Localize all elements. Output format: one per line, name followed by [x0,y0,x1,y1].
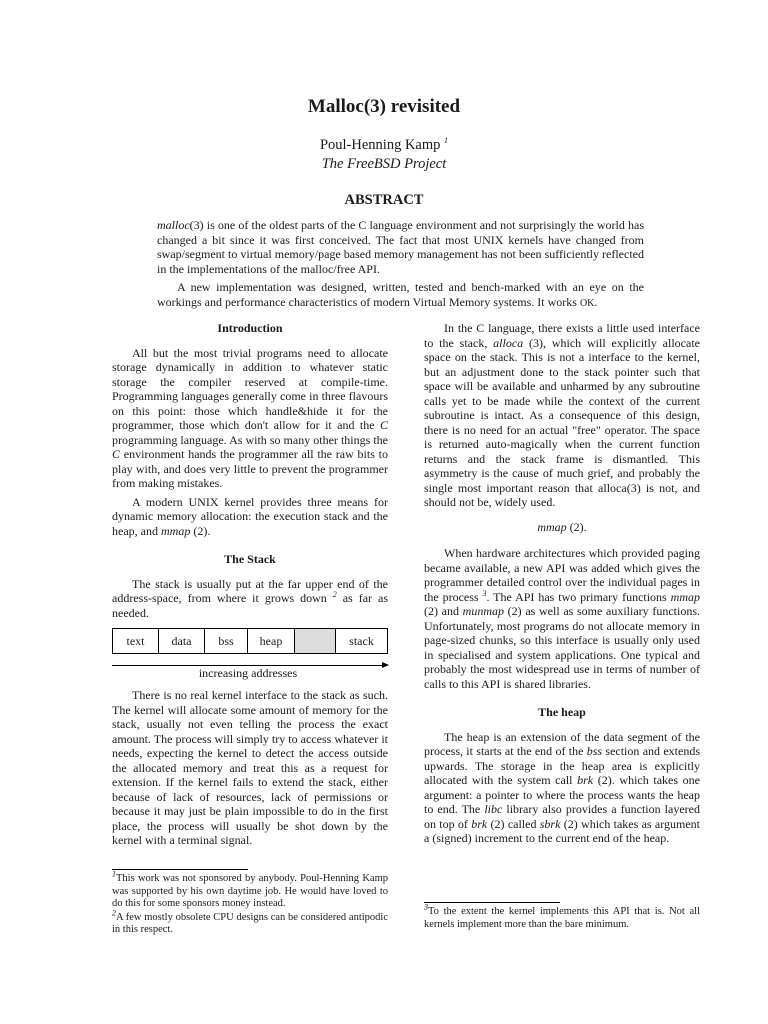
mmap-paragraph [424,546,700,691]
section-heading-introduction: Introduction [217,321,283,335]
left-column [112,321,388,852]
body-text: The stack is usually put at the far upper end of the address-space, from where it grows down [112,576,388,605]
intro-paragraph-1 [112,346,388,491]
footnote-rule [112,869,248,870]
body-text: The heap is an extension of the data segment of the process, it starts at the end of the [424,729,700,758]
footnote-text: A few mostly obsolete CPU designs can be considered antipodic in this respect. [112,911,388,935]
footnotes-left [112,869,388,938]
footnote-text: To the extent the kernel implements this API that is. Not all kernels implement more than the bare minimum. [424,906,700,930]
abstract-heading: ABSTRACT [344,192,424,208]
section-heading-stack: The Stack [224,552,276,566]
footnote-rule [424,902,560,903]
body-text: (2). [190,523,211,538]
segment-text: text [113,629,159,653]
function-name: brk [471,816,488,831]
footnote-number: 1 [112,869,116,879]
body-text: (2) which takes as argument a (signed) increment to the current end of the heap. [424,816,700,845]
footnote-number: 2 [112,908,116,917]
organization: The FreeBSD Project [321,156,447,172]
footnote-marker: 3 [482,588,487,598]
right-column [424,321,700,850]
function-name: alloca [493,335,524,350]
segment-bss: bss [205,629,248,653]
abstract-body [157,218,644,315]
body-text: (2) called [487,816,540,831]
heap-paragraph [424,730,700,846]
address-space-diagram [112,628,388,680]
abstract-paragraph [157,280,644,311]
body-text: section and extends upwards. The storage in the heap area is explicitly allocated with the system call [424,744,700,787]
segment-stack: stack [349,634,374,648]
ok-smallcaps: OK [579,297,595,309]
footnote-marker: 1 [444,136,449,146]
body-text: When hardware architectures which provided paging became available, a new API was added which gives the programmer detailed control over the individual pages in the process [424,546,700,604]
footnote-text: This work was not sponsored by anybody. Poul-Henning Kamp was supported by his own daytime job. He would have loved to do this for some sponsors money instead. [112,873,388,909]
function-name: sbrk [539,816,561,831]
axis-label: increasing addresses [198,666,298,680]
segment-free-gap [295,629,336,653]
function-name: mmap [537,519,567,534]
footnote-number: 3 [424,902,428,912]
body-text: environment hands the programmer all the raw bits to play with, and does very little to prevent the programmer from making mistakes. [112,447,388,490]
abstract-text: (3) is one of the oldest parts of the C language environment and not surprisingly the world has changed a bit since it was first conceived. The fact that most UNIX kernels have changed from swap/segment to virtual memory/page based memory management has not been sufficiently reflected in the implementations of the malloc/free API. [157,218,644,276]
function-name: mmap [670,589,700,604]
segment-data: data [159,629,205,653]
body-text: (2) and [424,604,463,618]
body-text: A modern UNIX kernel provides three means for dynamic memory allocation: the execution stack and the heap, and [112,494,388,538]
body-text: In the C language, there exists a little used interface to the stack, [424,321,700,350]
body-text: All but the most trivial programs need to allocate storage dynamically in addition to whatever static storage the compiler reserved at compile-time. Programming languages generally come in three flavours on this point: those which handle&hide it for the programmer, those which don't allow for it and the [112,345,388,432]
section-heading-heap: The heap [538,705,586,719]
footnote-1 [112,869,388,911]
function-name: mmap [160,523,191,538]
body-text: as far as needed. [112,591,388,620]
lang-name: C [379,418,388,432]
abstract-text: . [594,294,598,309]
function-name: malloc [157,218,190,232]
lang-name: C [112,447,121,461]
author-name: Poul-Henning Kamp [319,137,441,153]
segment-heap: heap [248,629,295,653]
section-name: bss [586,744,603,758]
abstract-paragraph [157,218,644,276]
body-text: library also provides a function layered on top of [424,802,700,831]
intro-paragraph-2 [112,495,388,539]
footnote-3 [424,902,700,931]
paper-title: Malloc(3) revisited [307,96,461,117]
body-text: . The API has two primary functions [486,589,671,604]
section-heading-mmap [424,520,700,535]
body-text: (3), which will explicitly allocate space on the stack. This is not a interface to the kernel, but an adjustment done to the stack pointer such that space will be available and unharmed by any subroutine calls yet to be made while the context of the current subroutine is intact. As a consequence of this design, there is no need for an actual "free" operator. The space is returned auto-magically when the current function returns and the stack frame is dismantled. This asymmetry is the cause of much grief, and probably the single most important reason that alloca(3) is not, and should not be, widely used. [424,335,700,509]
heading-text: (2). [566,519,587,534]
body-text: programming language. As with so many other things the [112,432,388,447]
stack-paragraph-1 [112,577,388,621]
function-name: brk [577,773,594,787]
footnotes-right [424,902,700,932]
author-line [0,137,768,154]
stack-paragraph-2: There is no real kernel interface to the stack as such. The kernel will allocate some amount of memory for the stack, usually not even telling the process the exact amount. The process will simply try to access whatever it needs, expecting the kernel to detect the access outside the allocated memory and treat this as a request for extension. If the kernel fails to extend the stack, either because of lack of resources, lack of permissions or because it may just be plain impossible to do in the first place, the process will usually be shot down by the kernel with a terminal signal. [112,688,388,847]
footnote-marker: 2 [332,590,337,599]
body-text: (2) as well as some auxiliary functions. Unfortunately, most programs do not allocate memory in page-sized chunks, so this interface is usually only used in specialised and system applications. One typical and probably the most widespread use in terms of number of calls to this API is shared libraries. [424,604,700,691]
library-name: libc [484,802,503,816]
alloca-paragraph [424,321,700,510]
body-text: (2). which takes one argument: a pointer to where the process wants the heap to end. The [424,773,700,816]
footnote-2 [112,908,388,937]
memory-segments [112,628,388,654]
abstract-text: A new implementation was designed, written, tested and bench-marked with an eye on the workings and performance characteristics of modern Virtual Memory systems. It works [157,280,644,309]
function-name: munmap [462,604,505,618]
